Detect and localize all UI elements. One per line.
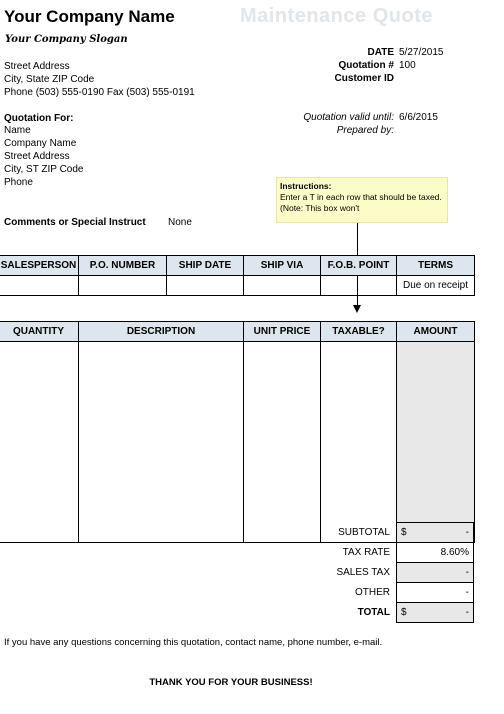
ship-date-header: SHIP DATE [167,256,244,276]
po-number-header: P.O. NUMBER [79,256,167,276]
quotation-for-heading: Quotation For: [4,113,74,124]
unit-price-column[interactable] [244,342,321,543]
quantity-header: QUANTITY [0,322,79,342]
quantity-column[interactable] [0,342,79,543]
company-name: Your Company Name [4,7,175,26]
client-name: Name [4,125,31,136]
ship-date-cell[interactable] [167,276,244,296]
tax-rate-value[interactable]: 8.60% [397,543,474,563]
sales-info-table [0,255,475,296]
quotation-number-label: Quotation # [338,60,394,71]
total-currency: $ [401,607,407,618]
ship-via-cell[interactable] [244,276,321,296]
client-street: Street Address [4,151,70,162]
street-address: Street Address [4,61,70,72]
comments-value[interactable]: None [168,217,192,228]
contact-note: If you have any questions concerning this quotation, contact name, phone number, e-mail. [4,637,383,648]
client-phone: Phone [4,177,33,188]
date-value[interactable]: 5/27/2015 [399,47,444,58]
company-slogan: Your Company Slogan [5,34,128,45]
sales-tax-value: - [397,563,474,583]
arrow-down-icon [353,305,361,313]
prepared-by-label: Prepared by: [336,125,394,136]
valid-until-value[interactable]: 6/6/2015 [399,112,438,123]
tax-rate-label: TAX RATE [342,547,390,558]
terms-header: TERMS [397,256,475,276]
client-company: Company Name [4,138,77,149]
total-cell [397,603,474,623]
document-title: Maintenance Quote [240,5,433,27]
customer-id-label: Customer ID [334,73,394,84]
totals-table [396,522,474,623]
subtotal-value: - [465,527,469,538]
instructions-text: Enter a T in each row that should be taxed. (Note: This box won't [280,192,442,213]
description-column[interactable] [79,342,244,543]
unit-price-header: UNIT PRICE [244,322,321,342]
total-value: - [465,607,469,618]
other-label: OTHER [355,587,390,598]
quotation-number-value[interactable]: 100 [399,60,416,71]
salesperson-header: SALESPERSON [0,256,79,276]
thank-you-message: THANK YOU FOR YOUR BUSINESS! [149,677,313,688]
subtotal-label: SUBTOTAL [338,527,390,538]
terms-cell[interactable]: Due on receipt [397,276,475,296]
city-state-zip: City, State ZIP Code [4,74,95,85]
description-header: DESCRIPTION [79,322,244,342]
date-label: DATE [367,47,394,58]
amount-header: AMOUNT [397,322,475,342]
total-label: TOTAL [357,607,390,618]
subtotal-currency: $ [401,527,407,538]
salesperson-cell[interactable] [0,276,79,296]
fob-point-cell[interactable] [321,276,397,296]
po-number-cell[interactable] [79,276,167,296]
valid-until-label: Quotation valid until: [303,112,394,123]
other-value[interactable]: - [397,583,474,603]
comments-label: Comments or Special Instruct [4,217,146,228]
line-items-table [0,321,475,543]
instructions-title: Instructions: [280,181,332,191]
sales-tax-label: SALES TAX [336,567,390,578]
taxable-column[interactable] [321,342,397,543]
amount-column [397,342,475,543]
instructions-note [276,177,448,223]
subtotal-cell [397,523,474,543]
ship-via-header: SHIP VIA [244,256,321,276]
taxable-header: TAXABLE? [321,322,397,342]
phone-fax: Phone (503) 555-0190 Fax (503) 555-0191 [4,87,195,98]
client-city: City, ST ZIP Code [4,164,84,175]
fob-point-header: F.O.B. POINT [321,256,397,276]
